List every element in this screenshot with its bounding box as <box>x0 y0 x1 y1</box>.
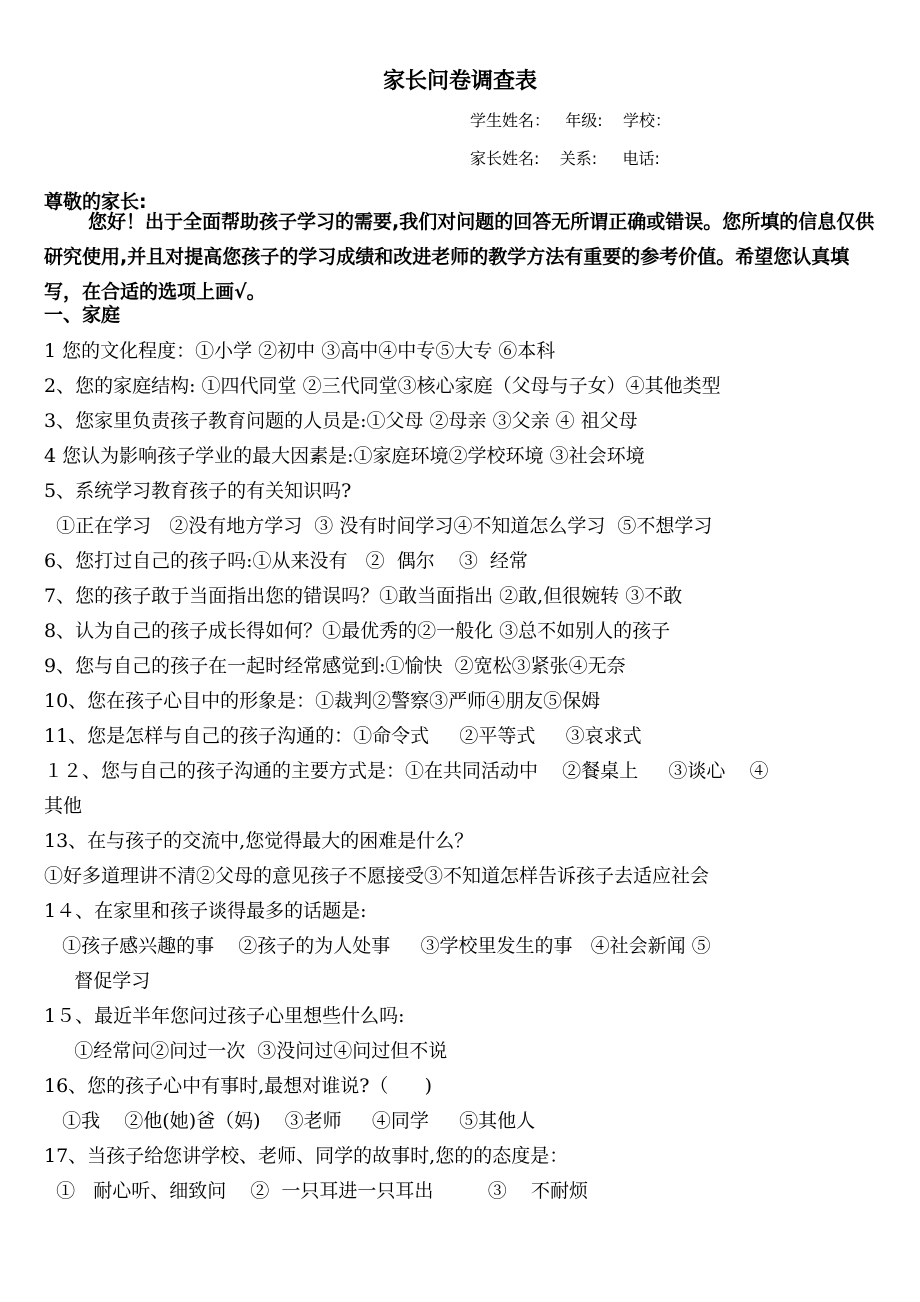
question-line: 17、当孩子给您讲学校、老师、同学的故事时,您的的态度是： <box>44 1145 569 1167</box>
question-options: ①我 ②他(她)爸（妈) ③老师 ④同学 ⑤其他人 <box>44 1110 536 1132</box>
question-line: 11、您是怎样与自己的孩子沟通的：①命令式 ②平等式 ③哀求式 <box>44 725 642 747</box>
question-line: 1 您的文化程度：①小学 ②初中 ③高中④中专⑤大专 ⑥本科 <box>44 340 556 362</box>
parent-info-line: 家长姓名: 关系: 电话: <box>470 149 660 168</box>
question-line: 16、您的孩子心中有事时,最想对谁说?（ ) <box>44 1075 433 1097</box>
question-line: 5、系统学习教育孩子的有关知识吗? <box>44 480 352 502</box>
question-line: １２、您与自己的孩子沟通的主要方式是：①在共同活动中 ②餐桌上 ③谈心 ④ <box>44 760 769 782</box>
page-title: 家长问卷调查表 <box>382 69 537 94</box>
question-line: 6、您打过自己的孩子吗:①从来没有 ② 偶尔 ③ 经常 <box>44 550 528 572</box>
student-info-line: 学生姓名： 年级: 学校： <box>470 111 671 130</box>
greeting: 尊敬的家长: <box>44 191 147 213</box>
question-line: 2、您的家庭结构: ①四代同堂 ②三代同堂③核心家庭（父母与子女）④其他类型 <box>44 375 721 397</box>
question-line: 8、认为自己的孩子成长得如何？①最优秀的②一般化 ③总不如别人的孩子 <box>44 620 671 642</box>
question-line: 1５、最近半年您问过孩子心里想些什么吗: <box>44 1005 405 1027</box>
section-heading: 一、家庭 <box>44 304 121 326</box>
question-options: ①好多道理讲不清②父母的意见孩子不愿接受③不知道怎样告诉孩子去适应社会 <box>44 865 710 887</box>
question-line: 9、您与自己的孩子在一起时经常感觉到:①愉快 ②宽松③紧张④无奈 <box>44 655 626 677</box>
intro-paragraph <box>44 205 880 310</box>
question-options: ① 耐心听、细致问 ② 一只耳进一只耳出 ③ 不耐烦 <box>44 1180 588 1202</box>
question-line: 1４、在家里和孩子谈得最多的话题是: <box>44 900 367 922</box>
question-options: 督促学习 <box>44 970 151 992</box>
question-line: 10、您在孩子心目中的形象是：①裁判②警察③严师④朋友⑤保姆 <box>44 690 601 712</box>
question-options: ①正在学习 ②没有地方学习 ③ 没有时间学习④不知道怎么学习 ⑤不想学习 <box>44 515 713 537</box>
question-options: ①经常问②问过一次 ③没问过④问过但不说 <box>44 1040 448 1062</box>
question-options: ①孩子感兴趣的事 ②孩子的为人处事 ③学校里发生的事 ④社会新闻 ⑤ <box>44 935 711 957</box>
intro-text: 您好！出于全面帮助孩子学习的需要,我们对问题的回答无所谓正确或错误。您所填的信息仅供研究使用,并且对提高您孩子的学习成绩和改进老师的教学方法有重要的参考价值。希望您认真填写，在合适的选项上画√。 <box>44 211 875 303</box>
question-line: 3、您家里负责孩子教育问题的人员是:①父母 ②母亲 ③父亲 ④ 祖父母 <box>44 410 638 432</box>
question-line: 4 您认为影响孩子学业的最大因素是:①家庭环境②学校环境 ③社会环境 <box>44 445 645 467</box>
question-line: 13、在与孩子的交流中,您觉得最大的困难是什么？ <box>44 830 474 852</box>
question-continuation: 其他 <box>44 795 83 817</box>
question-line: 7、您的孩子敢于当面指出您的错误吗？①敢当面指出 ②敢,但很婉转 ③不敢 <box>44 585 683 607</box>
